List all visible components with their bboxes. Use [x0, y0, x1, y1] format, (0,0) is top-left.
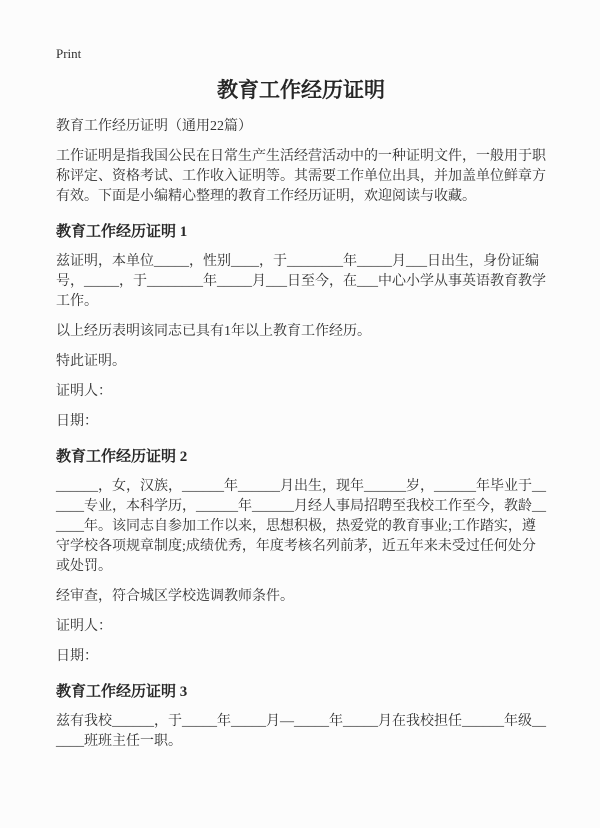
section-2-body-paragraph: ______，女，汉族，______年______月出生，现年______岁，______年毕业于______专业，本科学历，______年______月经人事局招聘至我校工作至今，教龄______年。该同志自参加工作以来，思想积极，热爱党的教育事业;工作踏实，遵守学校各项规章制度;成绩优秀，年度考核名列前茅，近五年来未受过任何处分或处罚。 [56, 479, 546, 574]
section-1-body-paragraph: 兹证明，本单位_____，性别____，于________年_____月___日出生，身份证编号，_____，于________年_____月___日至今，在___中心小学从事英语教育教学工作。 [56, 254, 546, 309]
section-3-heading: 教育工作经历证明 3 [56, 684, 188, 700]
section-1-experience-statement: 以上经历表明该同志已具有1年以上教育工作经历。 [56, 324, 371, 339]
intro-paragraph: 工作证明是指我国公民在日常生产生活经营活动中的一种证明文件，一般用于职称评定、资格考试、工作收入证明等。其需要工作单位出具，并加盖单位鲜章方有效。下面是小编精心整理的教育工作经历证明，欢迎阅读与收藏。 [56, 149, 546, 204]
section-2-date-label: 日期： [56, 649, 98, 664]
section-1-heading: 教育工作经历证明 1 [56, 224, 188, 240]
section-1-hereby-certify: 特此证明。 [56, 354, 126, 369]
section-2-heading: 教育工作经历证明 2 [56, 449, 188, 465]
section-1-date-label: 日期： [56, 414, 98, 429]
section-2-review-statement: 经审查，符合城区学校选调教师条件。 [56, 589, 294, 604]
section-1-certifier-label: 证明人： [56, 384, 112, 399]
document-subtitle: 教育工作经历证明（通用22篇） [56, 119, 252, 134]
page-title: 教育工作经历证明 [217, 78, 385, 102]
section-2-certifier-label: 证明人： [56, 619, 112, 634]
section-3-body-paragraph: 兹有我校______，于_____年_____月—_____年_____月在我校担任______年级______班班主任一职。 [56, 714, 546, 749]
print-button[interactable]: Print [56, 46, 82, 61]
